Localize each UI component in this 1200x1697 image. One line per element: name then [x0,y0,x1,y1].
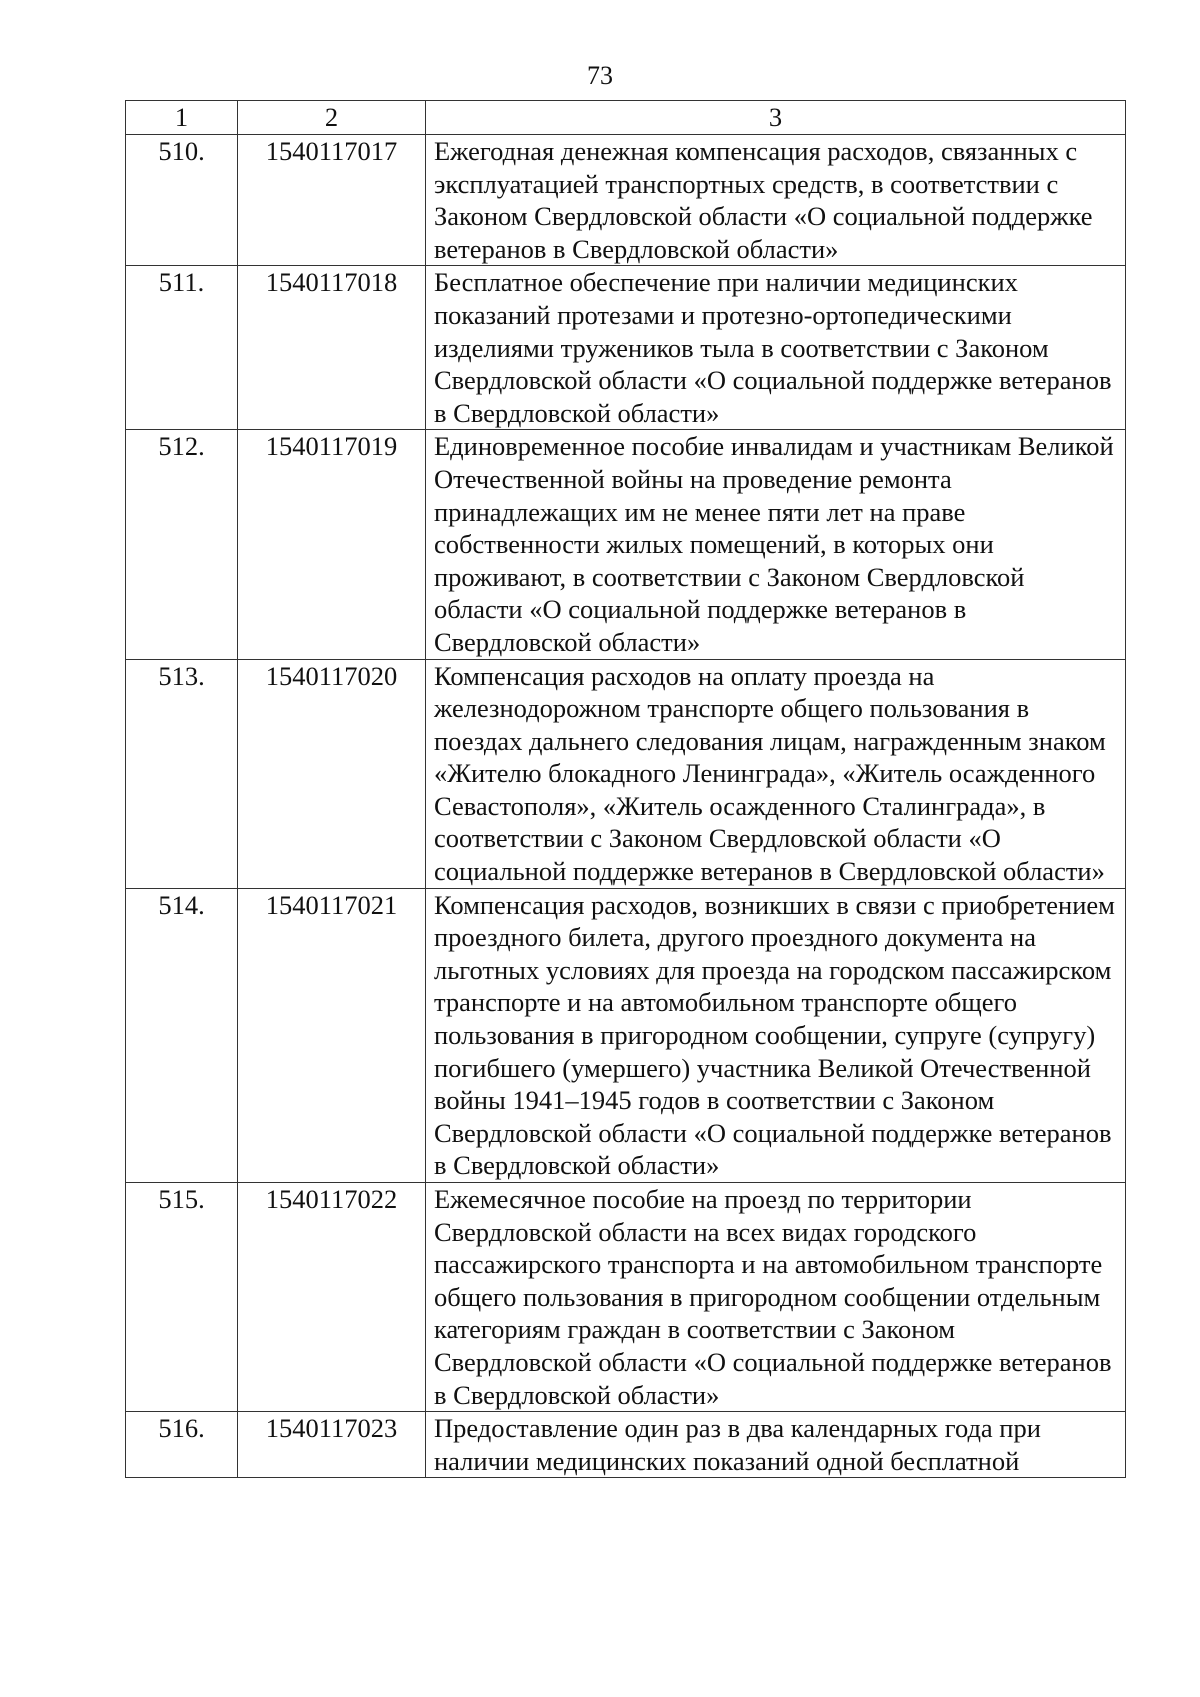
row-number: 511. [126,266,238,430]
row-description: Ежемесячное пособие на проезд по территории Свердловской области на всех видах городского пассажирского транспорта и на автомобильном транспорте общего пользования в пригородном сообщении отдельным категориям граждан в соответствии с Законом Свердловской области «О социальной поддержке ветеранов в Свердловской области» [426,1183,1126,1412]
row-number: 512. [126,430,238,659]
row-code: 1540117020 [238,659,426,888]
table-row [126,888,1126,1182]
page-number: 73 [587,61,613,90]
row-description: Предоставление один раз в два календарных года при наличии медицинских показаний одной бесплатной [426,1412,1126,1478]
table-row [126,1183,1126,1412]
row-code: 1540117017 [238,135,426,266]
table-header-row [126,101,1126,135]
row-description: Единовременное пособие инвалидам и участникам Великой Отечественной войны на проведение ремонта принадлежащих им не менее пяти лет на праве собственности жилых помещений, в которых они проживают, в соответствии с Законом Свердловской области «О социальной поддержке ветеранов в Свердловской области» [426,430,1126,659]
table-row [126,266,1126,430]
row-number: 515. [126,1183,238,1412]
row-code: 1540117019 [238,430,426,659]
row-code: 1540117023 [238,1412,426,1478]
row-description: Ежегодная денежная компенсация расходов, связанных с эксплуатацией транспортных средств, в соответствии с Законом Свердловской области «О социальной поддержке ветеранов в Свердловской области» [426,135,1126,266]
row-code: 1540117018 [238,266,426,430]
row-number: 510. [126,135,238,266]
row-description: Компенсация расходов на оплату проезда на железнодорожном транспорте общего пользования в поездах дальнего следования лицам, награжденным знаком «Жителю блокадного Ленинграда», «Житель осажденного Севастополя», «Житель осажденного Сталинграда», в соответствии с Законом Свердловской области «О социальной поддержке ветеранов в Свердловской области» [426,659,1126,888]
budget-table [125,100,1126,1478]
table-row [126,1412,1126,1478]
row-number: 513. [126,659,238,888]
row-description: Бесплатное обеспечение при наличии медицинских показаний протезами и протезно-ортопедическими изделиями тружеников тыла в соответствии с Законом Свердловской области «О социальной поддержке ветеранов в Свердловской области» [426,266,1126,430]
row-description: Компенсация расходов, возникших в связи с приобретением проездного билета, другого проездного документа на льготных условиях для проезда на городском пассажирском транспорте и на автомобильном транспорте общего пользования в пригородном сообщении, супруге (супругу) погибшего (умершего) участника Великой Отечественной войны 1941–1945 годов в соответствии с Законом Свердловской области «О социальной поддержке ветеранов в Свердловской области» [426,888,1126,1182]
column-header-number: 1 [126,101,238,135]
column-header-code: 2 [238,101,426,135]
table-row [126,430,1126,659]
row-number: 514. [126,888,238,1182]
table-row [126,659,1126,888]
row-number: 516. [126,1412,238,1478]
row-code: 1540117022 [238,1183,426,1412]
column-header-description: 3 [426,101,1126,135]
row-code: 1540117021 [238,888,426,1182]
table-row [126,135,1126,266]
